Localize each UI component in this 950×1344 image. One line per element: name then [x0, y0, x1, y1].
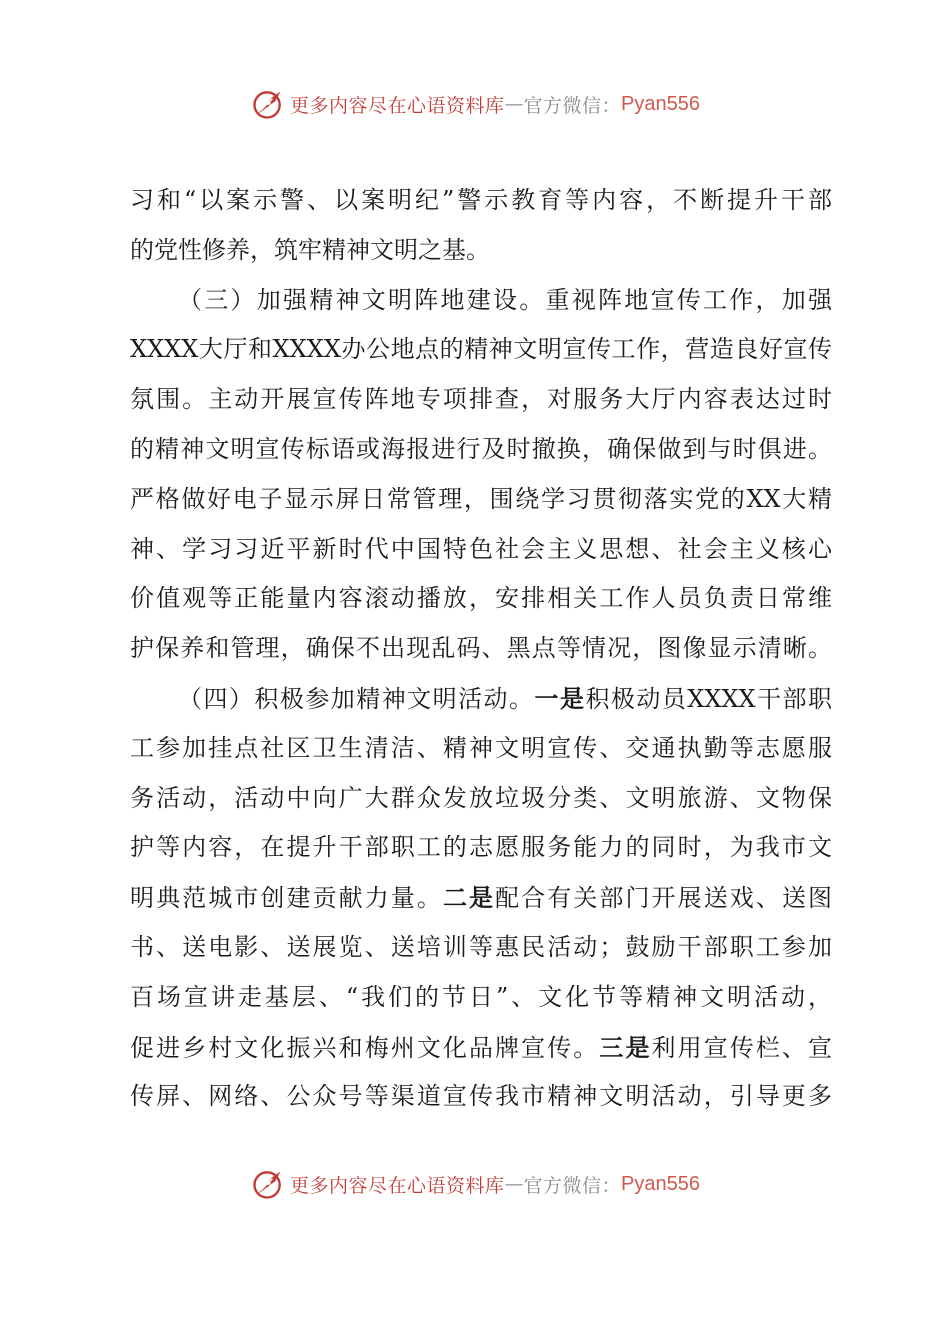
- text-line: 百场宣讲走基层、“我们的节日”、文化节等精神文明活动，: [130, 982, 832, 1011]
- section-heading-line: [130, 674, 832, 724]
- text-run: 明典范城市创建贡献力量。: [130, 884, 443, 913]
- text-line: XXXX大厅和XXXX办公地点的精神文明宣传工作，营造良好宣传: [130, 335, 832, 364]
- text-line: 护等内容，在提升干部职工的志愿服务能力的同时，为我市文: [130, 833, 832, 862]
- banner-wechat-label: 官方微信：: [523, 1174, 622, 1197]
- section-heading-line: （三）加强精神文明阵地建设。重视阵地宣传工作，加强: [178, 285, 832, 314]
- text-line: 传屏、网络、公众号等渠道宣传我市精神文明活动，引导更多: [130, 1082, 832, 1111]
- text-line: [130, 873, 832, 923]
- text-line: 神、学习习近平新时代中国特色社会主义思想、社会主义核心: [130, 534, 832, 563]
- text-run: 促进乡村文化振兴和梅州文化品牌宣传。: [130, 1033, 600, 1062]
- banner-wechat-id: Pyan556: [621, 92, 700, 115]
- bold-run: 一是: [534, 683, 586, 713]
- text-line: 氛围。主动开展宣传阵地专项排查，对服务大厅内容表达过时: [130, 385, 832, 414]
- text-line: 务活动，活动中向广大群众发放垃圾分类、文明旅游、文物保: [130, 783, 832, 812]
- banner-title: 更多内容尽在心语资料库: [290, 1174, 505, 1197]
- text-run: 利用宣传栏、宣: [651, 1033, 833, 1062]
- banner-title: 更多内容尽在心语资料库: [290, 94, 505, 117]
- text-run: 配合有关部门开展送戏、送图: [495, 884, 833, 913]
- text-line: 的党性修养，筑牢精神文明之基。: [130, 235, 490, 264]
- pen-nib-logo-icon: [250, 86, 286, 122]
- text-line: 价值观等正能量内容滚动播放，安排相关工作人员负责日常维: [130, 584, 832, 613]
- text-line: 工参加挂点社区卫生清洁、精神文明宣传、交通执勤等志愿服: [130, 733, 832, 762]
- text-line: [130, 1023, 832, 1073]
- text-line: 护保养和管理，确保不出现乱码、黑点等情况，图像显示清晰。: [130, 634, 832, 663]
- document-body: [130, 176, 832, 1122]
- text-line: 的精神文明宣传标语或海报进行及时撤换，确保做到与时俱进。: [130, 434, 832, 463]
- text-line: 书、送电影、送展览、送培训等惠民活动；鼓励干部职工参加: [130, 932, 832, 961]
- header-banner: [0, 82, 950, 126]
- text-line: 习和“以案示警、以案明纪”警示教育等内容，不断提升干部: [130, 186, 832, 214]
- banner-dash: —: [504, 1173, 524, 1195]
- pen-nib-logo-icon: [250, 1166, 286, 1202]
- banner-dash: —: [504, 93, 524, 115]
- banner-wechat-label: 官方微信：: [523, 94, 622, 117]
- text-run: 积极动员XXXX干部职: [585, 684, 833, 713]
- bold-run: 二是: [442, 883, 496, 913]
- banner-wechat-id: Pyan556: [621, 1172, 700, 1195]
- text-run: （四）积极参加精神文明活动。: [178, 684, 535, 713]
- text-line: 严格做好电子显示屏日常管理，围绕学习贯彻落实党的XX大精: [130, 484, 832, 513]
- bold-run: 三是: [599, 1032, 652, 1062]
- footer-banner: [0, 1162, 950, 1206]
